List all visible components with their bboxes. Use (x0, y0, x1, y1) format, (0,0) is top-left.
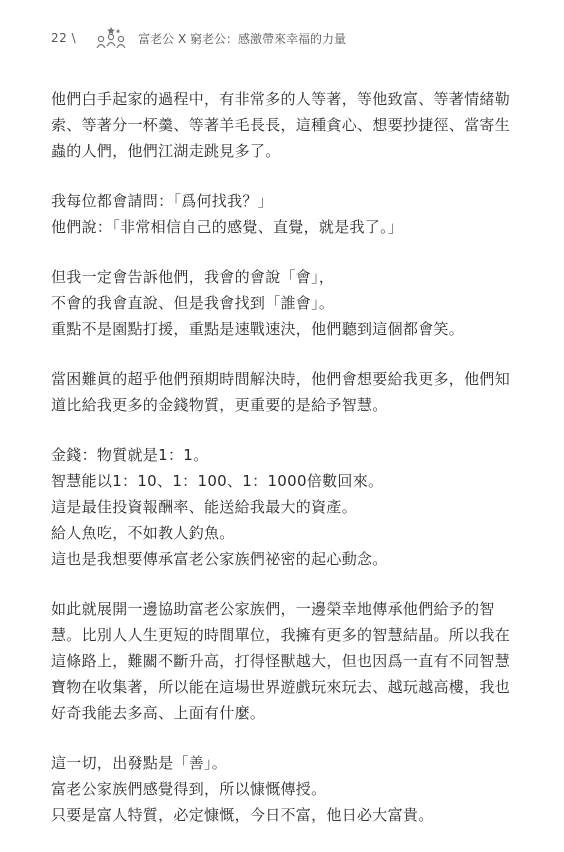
text-line: 重點不是園點打援，重點是速戰速決，他們聽到這個都會笑。 (51, 320, 465, 338)
text-line: 蟲的人們，他們江湖走跳見多了。 (51, 142, 281, 160)
text-line: 這是最佳投資報酬率、能送給我最大的資產。 (51, 498, 358, 516)
paragraph (51, 188, 521, 240)
text-line: 他們說：「非常相信自己的感覺、直覺，就是我了。」 (51, 218, 404, 236)
text-line: 給人魚吃，不如教人釣魚。 (51, 524, 235, 542)
page-number: 22 \ (51, 31, 77, 45)
text-line: 但我一定會告訴他們，我會的會說「會」， (51, 268, 335, 286)
text-line: 金錢：物質就是1：1。 (51, 446, 209, 464)
paragraph (51, 596, 521, 726)
running-title: 富老公 X 窮老公：感激帶來幸福的力量 (138, 31, 346, 46)
text-line: 只要是富人特質，必定慷慨，今日不富，他日必大富貴。 (51, 806, 434, 824)
text-line: 我每位都會請問：「爲何找我？」 (51, 192, 274, 210)
text-line: 這條路上，難關不斷升高，打得怪獸越大，但也因爲一直有不同智慧 (51, 652, 511, 670)
three-people-logo-icon (94, 26, 128, 50)
text-line: 這一切，出發點是「善」。 (51, 754, 228, 772)
text-line: 當困難眞的超乎他們預期時間解決時，他們會想要給我更多，他們知 (51, 370, 511, 388)
text-line: 好奇我能去多高、上面有什麼。 (51, 704, 266, 722)
text-line: 寶物在收集著，所以能在這場世界遊戲玩來玩去、越玩越高樓，我也 (51, 678, 511, 696)
text-line: 不會的我會直說、但是我會找到「誰會」。 (51, 294, 335, 312)
text-line: 道比給我更多的金錢物質，更重要的是給予智慧。 (51, 396, 388, 414)
text-line: 這也是我想要傳承富老公家族們祕密的起心動念。 (51, 550, 388, 568)
text-line: 他們白手起家的過程中，有非常多的人等著，等他致富、等著情緒勒 (51, 90, 511, 108)
paragraph (51, 442, 521, 572)
text-line: 索、等著分一杯羹、等著羊毛長長，這種貪心、想要抄捷徑、當寄生 (51, 116, 511, 134)
paragraph (51, 86, 521, 164)
body-text (51, 86, 521, 852)
paragraph (51, 750, 521, 828)
text-line: 富老公家族們感覺得到，所以慷慨傳授。 (51, 780, 327, 798)
text-line: 慧。比別人人生更短的時間單位，我擁有更多的智慧結晶。所以我在 (51, 626, 511, 644)
paragraph (51, 264, 521, 342)
paragraph (51, 366, 521, 418)
text-line: 如此就展開一邊協助富老公家族們，一邊榮幸地傳承他們給予的智 (51, 600, 495, 618)
page-header (51, 26, 346, 50)
text-line: 智慧能以1：10、1：100、1：1000倍數回來。 (51, 472, 384, 490)
